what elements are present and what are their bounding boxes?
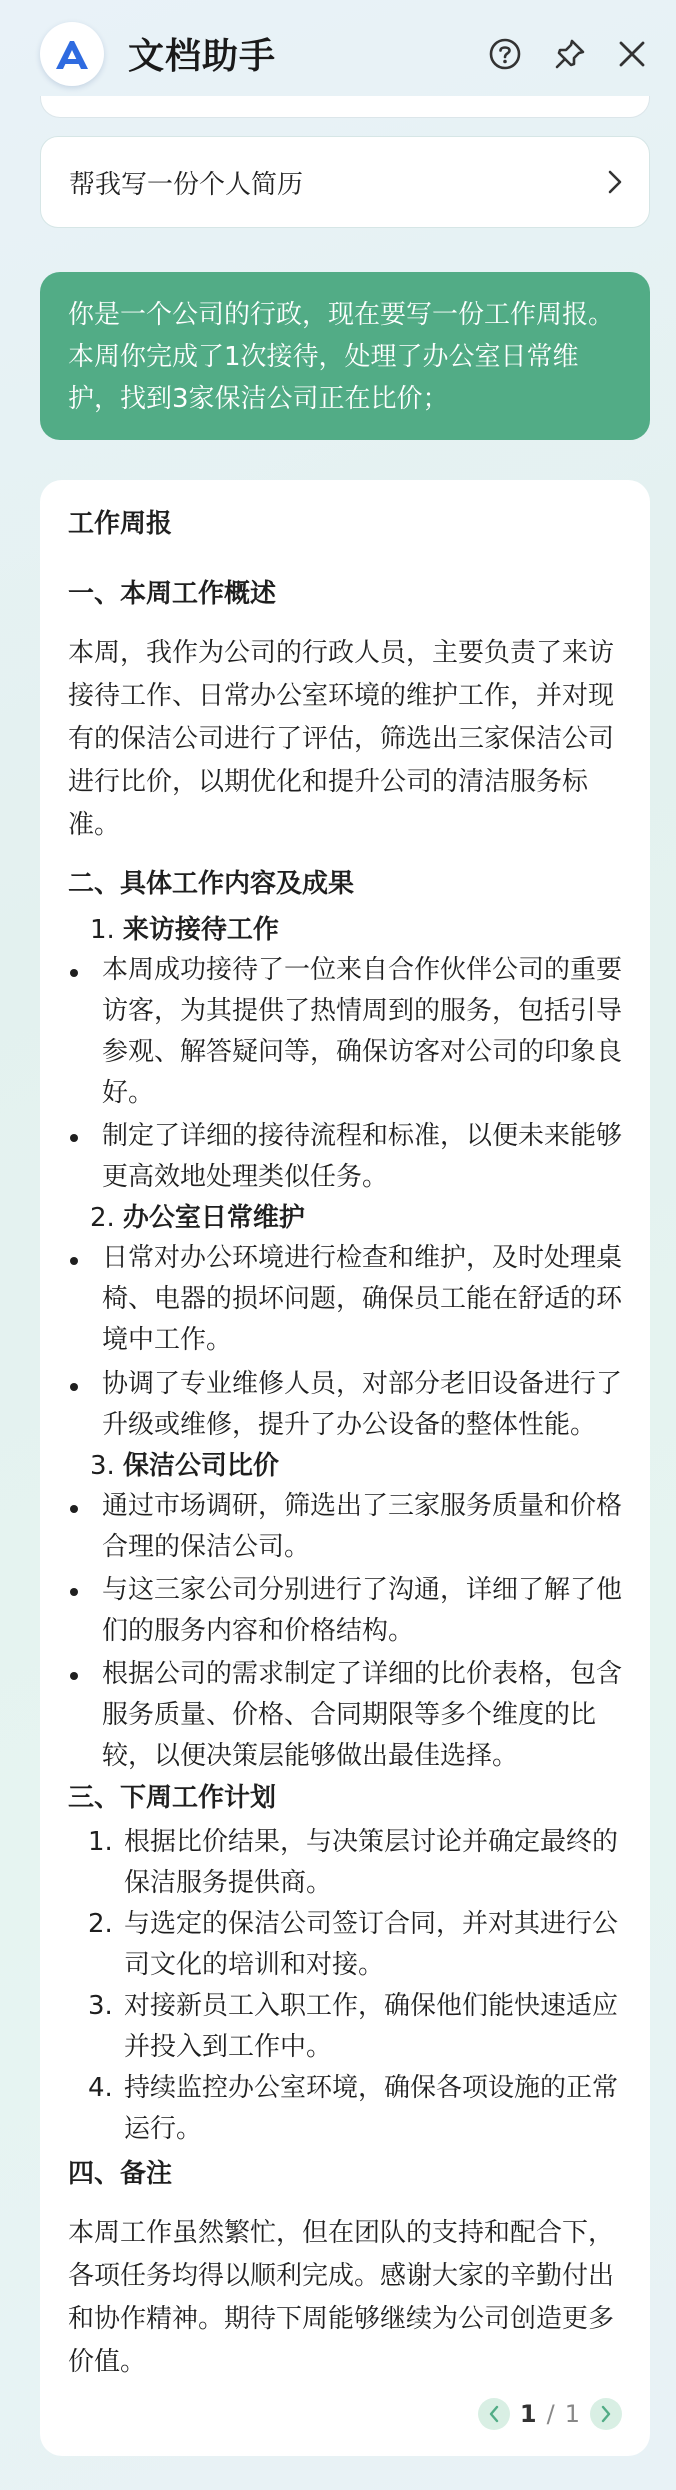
assistant-reply-card bbox=[40, 480, 650, 2456]
close-button[interactable] bbox=[612, 34, 652, 74]
bullet-icon bbox=[70, 1505, 78, 1513]
list-item: 通过市场调研，筛选出了三家服务质量和价格合理的保洁公司。 bbox=[102, 1491, 623, 1562]
chevron-left-icon bbox=[488, 2405, 500, 2423]
list-item: 与这三家公司分别进行了沟通，详细了解了他们的服务内容和价格结构。 bbox=[102, 1575, 623, 1646]
app-title: 文档助手 bbox=[128, 36, 277, 77]
bullet-icon bbox=[70, 1383, 78, 1391]
list-item: 根据比价结果，与决策层讨论并确定最终的保洁服务提供商。 bbox=[124, 1827, 619, 1898]
list-number: 1. bbox=[88, 1827, 113, 1857]
suggestion-card[interactable] bbox=[40, 136, 650, 228]
list-item: 1. 来访接待工作 bbox=[90, 915, 279, 945]
list-item: 日常对办公环境进行检查和维护，及时处理桌椅、电器的损坏问题，确保员工能在舒适的环境中工作。 bbox=[102, 1243, 623, 1355]
list-item: 根据公司的需求制定了详细的比价表格，包含服务质量、价格、合同期限等多个维度的比较，以便决策层能够做出最佳选择。 bbox=[102, 1659, 623, 1771]
pager-current: 1 bbox=[519, 2400, 537, 2428]
pin-button[interactable] bbox=[550, 34, 590, 74]
list-item: 制定了详细的接待流程和标准，以便未来能够更高效地处理类似任务。 bbox=[102, 1121, 623, 1192]
list-item: 与选定的保洁公司签订合同，并对其进行公司文化的培训和对接。 bbox=[124, 1909, 619, 1980]
list-item: 本周成功接待了一位来自合作伙伴公司的重要访客，为其提供了热情周到的服务，包括引导参观、解答疑问等，确保访客对公司的印象良好。 bbox=[102, 955, 623, 1108]
prev-page-button[interactable] bbox=[478, 2398, 510, 2430]
help-button[interactable] bbox=[485, 34, 525, 74]
bullet-icon bbox=[70, 1134, 78, 1142]
list-number: 3. bbox=[88, 1991, 113, 2021]
section-4-body: 本周工作虽然繁忙，但在团队的支持和配合下，各项任务均得以顺利完成。感谢大家的辛勤付出和协作精神。期待下周能够继续为公司创造更多价值。 bbox=[68, 2218, 615, 2377]
header bbox=[0, 0, 676, 110]
pager-total: 1 bbox=[564, 2400, 580, 2428]
bullet-icon bbox=[70, 969, 78, 977]
list-item: 协调了专业维修人员，对部分老旧设备进行了升级或维修，提升了办公设备的整体性能。 bbox=[102, 1369, 623, 1440]
section-2-heading: 二、具体工作内容及成果 bbox=[68, 869, 355, 899]
bullet-icon bbox=[70, 1257, 78, 1265]
chevron-right-icon bbox=[607, 169, 623, 195]
list-item: 2. 办公室日常维护 bbox=[90, 1203, 305, 1233]
help-icon bbox=[488, 37, 522, 71]
section-4-heading: 四、备注 bbox=[68, 2159, 173, 2189]
bullet-icon bbox=[70, 1672, 78, 1680]
reply-title: 工作周报 bbox=[68, 509, 173, 539]
pager bbox=[478, 2396, 622, 2432]
list-item: 3. 保洁公司比价 bbox=[90, 1451, 279, 1481]
previous-card-edge bbox=[40, 96, 650, 118]
list-item: 对接新员工入职工作，确保他们能快速适应并投入到工作中。 bbox=[124, 1991, 619, 2062]
close-icon bbox=[616, 38, 648, 70]
pin-icon bbox=[553, 37, 587, 71]
user-message-bubble: 你是一个公司的行政，现在要写一份工作周报。本周你完成了1次接待，处理了办公室日常维护，找到3家保洁公司正在比价； bbox=[40, 272, 650, 440]
list-number: 2. bbox=[88, 1909, 113, 1939]
suggestion-label: 帮我写一份个人简历 bbox=[69, 169, 304, 200]
list-number: 4. bbox=[88, 2073, 113, 2103]
next-page-button[interactable] bbox=[590, 2398, 622, 2430]
logo-icon bbox=[40, 22, 104, 86]
bullet-icon bbox=[70, 1588, 78, 1596]
list-item: 持续监控办公室环境，确保各项设施的正常运行。 bbox=[124, 2073, 619, 2144]
section-1-body: 本周，我作为公司的行政人员，主要负责了来访接待工作、日常办公室环境的维护工作，并对现有的保洁公司进行了评估，筛选出三家保洁公司进行比价，以期优化和提升公司的清洁服务标准。 bbox=[68, 638, 615, 840]
section-1-heading: 一、本周工作概述 bbox=[68, 579, 277, 609]
section-3-heading: 三、下周工作计划 bbox=[68, 1783, 277, 1813]
pager-separator: / bbox=[546, 2400, 555, 2428]
chevron-right-icon bbox=[600, 2405, 612, 2423]
